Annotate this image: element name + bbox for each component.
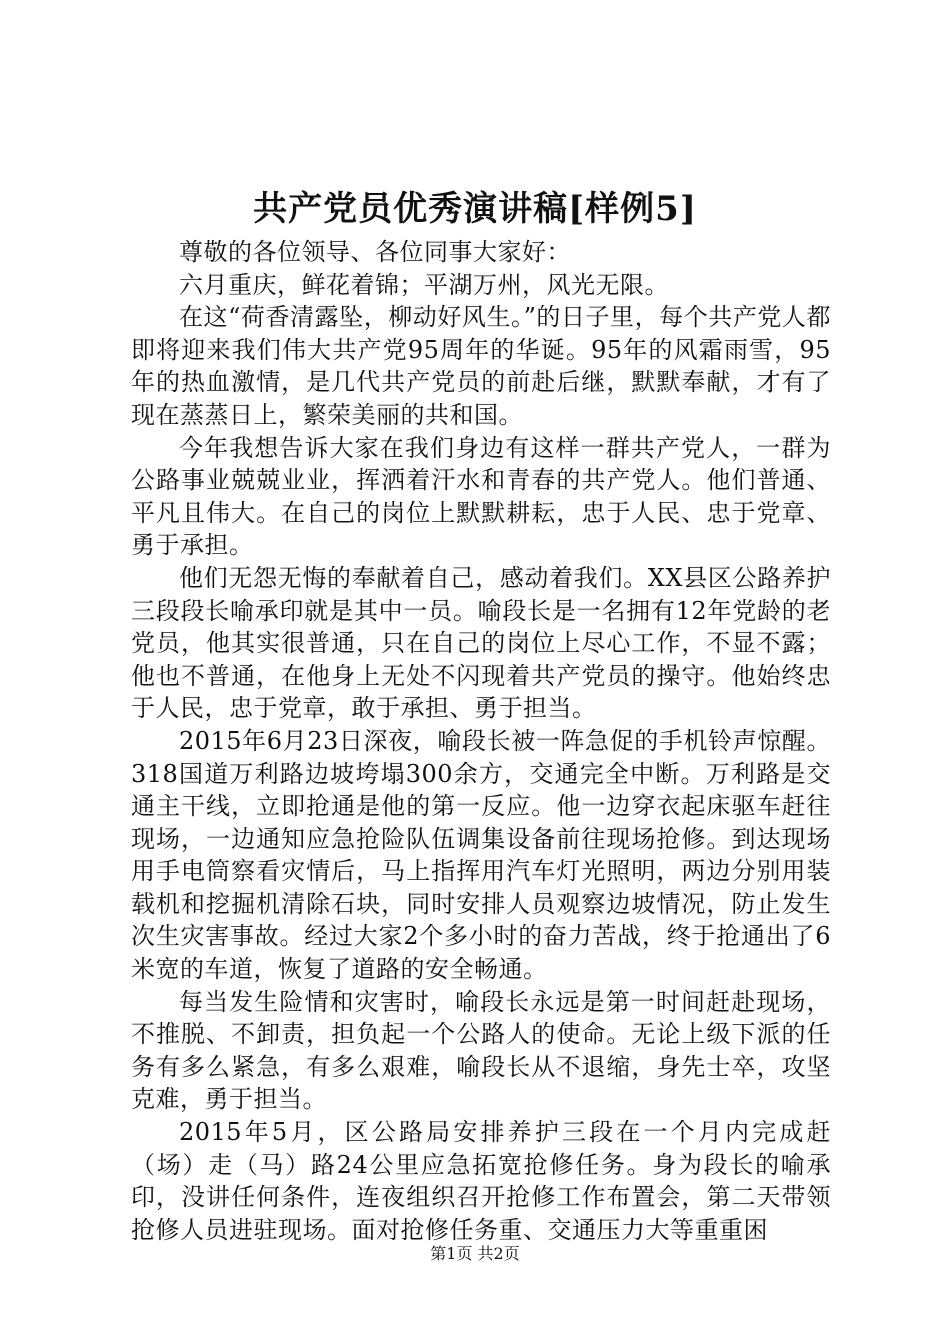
paragraph: 在这“荷香清露坠，柳动好风生。”的日子里，每个共产党人都即将迎来我们伟大共产党95周年的华诞。95年的风霜雨雪，95年的热血激情，是几代共产党员的前赴后继，默默奉献，才有了现在蒸蒸日上，繁荣美丽的共和国。	[131, 303, 831, 429]
document-body	[131, 236, 831, 1246]
paragraph: 2015年6月23日深夜，喻段长被一阵急促的手机铃声惊醒。318国道万利路边坡垮塌300余方，交通完全中断。万利路是交通主干线，立即抢通是他的第一反应。他一边穿衣起床驱车赶往现场，一边通知应急抢险队伍调集设备前往现场抢修。到达现场用手电筒察看灾情后，马上指挥用汽车灯光照明，两边分别用装载机和挖掘机清除石块，同时安排人员观察边坡情况，防止发生次生灾害事故。经过大家2个多小时的奋力苦战，终于抢通出了6米宽的车道，恢复了道路的安全畅通。	[131, 726, 831, 984]
page-number-footer: 第1页 共2页	[430, 1244, 520, 1263]
paragraph: 六月重庆，鲜花着锦；平湖万州，风光无限。	[179, 270, 669, 299]
document-title: 共产党员优秀演讲稿[样例5]	[253, 189, 697, 229]
paragraph-greeting: 尊敬的各位领导、各位同事大家好：	[179, 238, 571, 266]
paragraph: 他们无怨无悔的奉献着自己，感动着我们。XX县区公路养护三段段长喻承印就是其中一员。喻段长是一名拥有12年党龄的老党员，他其实很普通，只在自己的岗位上尽心工作，不显不露；他也不普通，在他身上无处不闪现着共产党员的操守。他始终忠于人民，忠于党章，敢于承担、勇于担当。	[131, 563, 831, 723]
paragraph: 每当发生险情和灾害时，喻段长永远是第一时间赶赴现场，不推脱、不卸责，担负起一个公路人的使命。无论上级下派的任务有多么紧急，有多么艰难，喻段长从不退缩，身先士卒，攻坚克难，勇于担当。	[131, 987, 831, 1114]
paragraph: 2015年5月，区公路局安排养护三段在一个月内完成赶（场）走（马）路24公里应急拓宽抢修任务。身为段长的喻承印，没讲任何条件，连夜组织召开抢修工作布置会，第二天带领抢修人员进驻现场。面对抢修任务重、交通压力大等重重困	[131, 1118, 831, 1244]
paragraph: 今年我想告诉大家在我们身边有这样一群共产党人，一群为公路事业兢兢业业，挥洒着汗水和青春的共产党人。他们普通、平凡且伟大。在自己的岗位上默默耕耘，忠于人民、忠于党章、勇于承担。	[131, 433, 831, 560]
